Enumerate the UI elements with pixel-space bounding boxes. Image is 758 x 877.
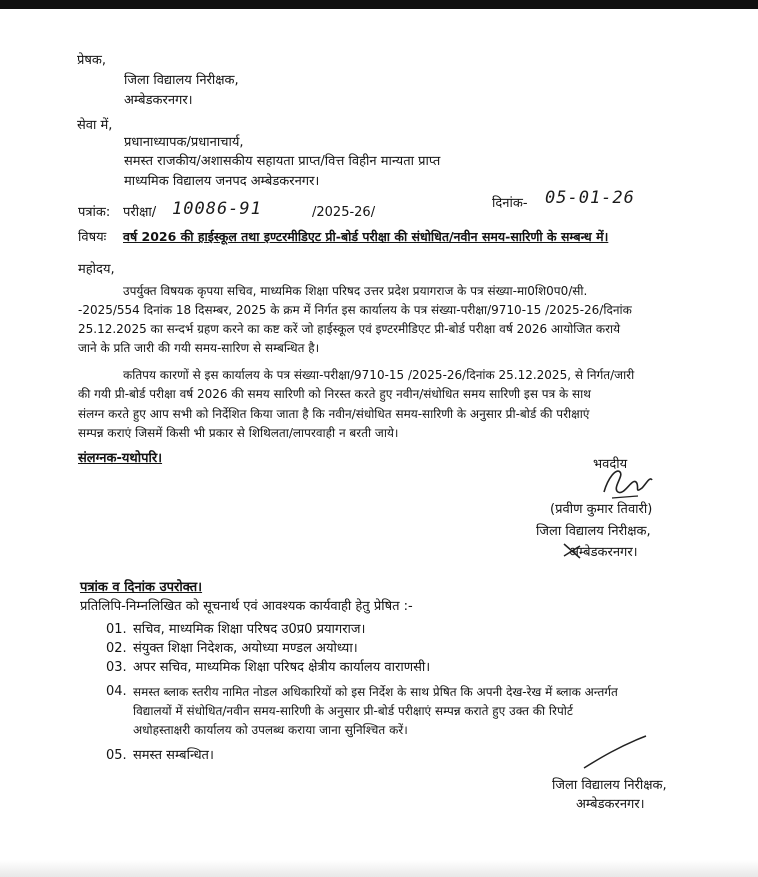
signatory-2-place: अम्बेडकरनगर।: [576, 797, 645, 812]
para2-line-3: संलग्न करते हुए आप सभी को निर्देशित किया जाता है कि नवीन/संधोधित समय-सारिणी के अनुसार प्री-बोर्ड की परीक्षाएं: [78, 407, 590, 421]
copy-item-number: 04.: [106, 684, 127, 699]
enclosure-note: संलग्नक-यथोपरि।: [78, 451, 163, 466]
para1-line-3: 25.12.2025 का सन्दर्भ ग्रहण करने का कष्ट करें जो हाईस्कूल एवं इण्टरमीडिएट प्री-बोर्ड परीक्षा वर्ष 2026 आयोजित कराये: [78, 322, 621, 336]
salutation: महोदय,: [78, 262, 115, 277]
signatory-place: अम्बेडकरनगर।: [569, 545, 638, 560]
date-label: दिनांक-: [492, 196, 528, 211]
para2-line-4: सम्पन्न कराएं जिसमें किसी भी प्रकार से शिथिलता/लापरवाही न बरती जाये।: [78, 426, 399, 440]
signatory-designation: जिला विद्यालय निरीक्षक,: [536, 524, 651, 539]
copy-item-text: संयुक्त शिक्षा निदेशक, अयोध्या मण्डल अयोध्या।: [133, 641, 358, 656]
copy-item-text: अपर सचिव, माध्यमिक शिक्षा परिषद क्षेत्रीय कार्यालय वाराणसी।: [133, 660, 431, 675]
sender-place: अम्बेडकरनगर।: [124, 93, 193, 108]
copy-item-4-line-1: समस्त ब्लाक स्तरीय नामित नोडल अधिकारियों को इस निर्देश के साथ प्रेषित कि अपनी देख-रेख में ब्लाक अन्तर्गत: [133, 685, 618, 699]
letter-number-label: पत्रांक:: [78, 205, 111, 220]
sender-label: प्रेषक,: [77, 53, 107, 68]
copy-item-number: 01.: [106, 622, 127, 637]
top-dark-edge: [0, 0, 758, 9]
copy-item-number: 02.: [106, 641, 127, 656]
copy-heading: पत्रांक व दिनांक उपरोक्त।: [80, 580, 203, 595]
recipient-line-3: माध्यमिक विद्यालय जनपद अम्बेडकरनगर।: [124, 174, 320, 189]
copy-item-4-line-2: विद्यालयों में संधोधित/नवीन समय-सारिणी के अनुसार प्री-बोर्ड परीक्षाएं सम्पन्न कराते हुए उक्त की रिपोर्ट: [133, 704, 573, 718]
recipient-line-1: प्रधानाध्यापक/प्रधानाचार्य,: [124, 135, 244, 150]
page-bottom-shade: [0, 860, 758, 877]
para1-line-1: उपर्युक्त विषयक कृपया सचिव, माध्यमिक शिक्षा परिषद उत्तर प्रदेश प्रयागराज के पत्र संख्या-मा0शि0प0/सी.: [123, 284, 588, 298]
signatory-2-designation: जिला विद्यालय निरीक्षक,: [552, 778, 667, 793]
signature-mark-1: [598, 458, 658, 506]
recipient-label: सेवा में,: [77, 118, 113, 133]
letter-number-handwritten: 10086-91: [172, 199, 262, 219]
copy-item-number: 05.: [106, 748, 127, 763]
signature-mark-2: [580, 732, 650, 772]
para2-line-1: कतिपय कारणों से इस कार्यालय के पत्र संख्या-परीक्षा/9710-15 /2025-26/दिनांक 25.12.2025, से निर्गत/जारी: [123, 368, 635, 382]
copy-item-text: सचिव, माध्यमिक शिक्षा परिषद उ0प्र0 प्रयागराज।: [133, 622, 366, 637]
para2-line-2: की गयी प्री-बोर्ड परीक्षा वर्ष 2026 की समय सारिणी को निरस्त करते हुए नवीन/संधोधित समय सारिणी इस पत्र के साथ: [78, 387, 591, 401]
para1-line-2: -2025/554 दिनांक 18 दिसम्बर, 2025 के क्रम में निर्गत इस कार्यालय के पत्र संख्या-परीक्षा/9710-15 /2025-26/दिनांक: [78, 303, 632, 317]
copy-item-4-line-3: अधोहस्ताक्षरी कार्यालय को उपलब्ध कराया जाना सुनिश्चित करें।: [133, 723, 408, 737]
copy-item-number: 03.: [106, 660, 127, 675]
pen-scribble-mark: [562, 540, 584, 562]
subject-label: विषयः: [78, 230, 107, 245]
date-handwritten: 05-01-26: [545, 188, 635, 208]
copy-intro: प्रतिलिपि-निम्नलिखित को सूचनार्थ एवं आवश्यक कार्यवाही हेतु प्रेषित :-: [80, 599, 413, 614]
recipient-line-2: समस्त राजकीय/अशासकीय सहायता प्राप्त/वित्त विहीन मान्यता प्राप्त: [124, 154, 441, 169]
copy-item-text: समस्त सम्बन्धित।: [133, 748, 214, 763]
para1-line-4: जाने के प्रति जारी की गयी समय-सारिण से सम्बन्धित है।: [78, 341, 320, 355]
letter-number-prefix: परीक्षा/: [123, 205, 157, 220]
letter-number-suffix: /2025-26/: [312, 205, 376, 220]
closing-bhavdiya: भवदीय: [593, 457, 628, 472]
sender-designation: जिला विद्यालय निरीक्षक,: [124, 73, 239, 88]
subject-text: वर्ष 2026 की हाईस्कूल तथा इण्टरमीडिएट प्री-बोर्ड परीक्षा की संधोधित/नवीन समय-सारिणी के सम्बन्ध में।: [123, 229, 609, 244]
signatory-name: (प्रवीण कुमार तिवारी): [550, 502, 653, 517]
